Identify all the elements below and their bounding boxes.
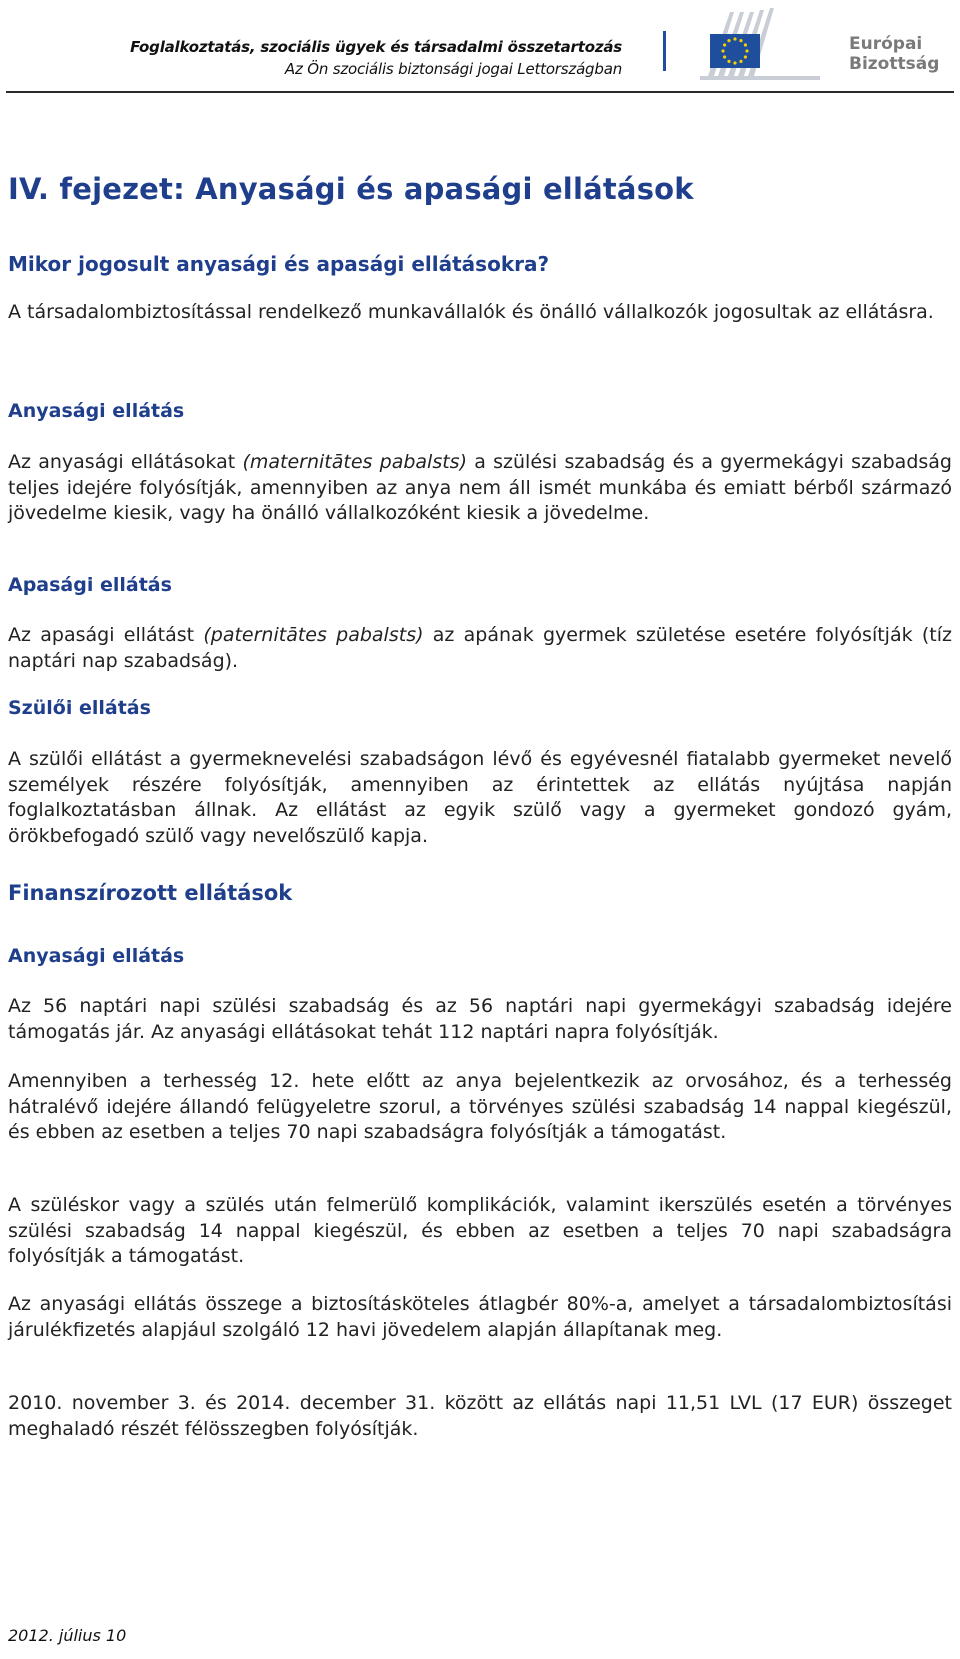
- maternity-term: (maternitātes pabalsts): [242, 451, 467, 473]
- intro-paragraph: A társadalombiztosítással rendelkező munkavállalók és önálló vállalkozók jogosultak az ellátásra.: [8, 301, 934, 323]
- header-subtitle: Az Ön szociális biztonsági jogai Lettországban: [284, 60, 622, 78]
- paternity-paragraph: [8, 623, 952, 674]
- financed-paragraph-2: Amennyiben a terhesség 12. hete előtt az anya bejelentkezik az orvosához, és a terhesség hátralévő idejére állandó felügyeletre szorul, a törvényes szülési szabadság 14 nappal kiegészül, és ebben az esetben a teljes 70 napi szabadságra folyósítják a támogatást.: [8, 1070, 952, 1143]
- header-separator: [663, 31, 666, 71]
- logo-line2: Bizottság: [849, 54, 940, 74]
- eu-commission-logo: [700, 6, 820, 82]
- logo-wordmark: [849, 34, 939, 74]
- question-title: Mikor jogosult anyasági és apasági ellátásokra?: [8, 252, 550, 276]
- parental-paragraph: A szülői ellátást a gyermeknevelési szabadságon lévő és egyévesnél fiatalabb gyermeket nevelő személyek részére folyósítják, amennyiben az érintettek az ellátás nyújtása napján foglalkoztatásban állnak. Az ellátást az egyik szülő vagy a gyermeket gondozó gyám, örökbefogadó szülő vagy nevelőszülő kapja.: [8, 748, 952, 847]
- page-header: [0, 0, 960, 94]
- header-dg-name: Foglalkoztatás, szociális ügyek és társadalmi összetartozás: [130, 38, 622, 56]
- financed-title: Finanszírozott ellátások: [8, 881, 293, 905]
- parental-title: Szülői ellátás: [8, 697, 151, 719]
- logo-line1: Európai: [849, 34, 923, 54]
- financed-maternity-title: Anyasági ellátás: [8, 945, 185, 967]
- paternity-term: (paternitātes pabalsts): [203, 624, 424, 646]
- header-rule: [6, 91, 954, 93]
- maternity-title: Anyasági ellátás: [8, 400, 185, 422]
- financed-paragraph-5: 2010. november 3. és 2014. december 31. között az ellátás napi 11,51 LVL (17 EUR) összeget meghaladó részét félösszegben folyósítják.: [8, 1392, 952, 1440]
- financed-paragraph-3: A szüléskor vagy a szülés után felmerülő komplikációk, valamint ikerszülés esetén a törvényes szülési szabadság 14 nappal kiegészül, és ebben az esetben a teljes 70 napi szabadságra folyósítják a támogatást.: [8, 1194, 952, 1267]
- maternity-text-b: a szülési szabadság és a gyermekágyi szabadság teljes idejére folyósítják, amennyiben az anya nem áll ismét munkába és emiatt bérből származó jövedelme kiesik, vagy ha önálló vállalkozóként kiesik a jövedelme.: [8, 451, 952, 524]
- footer-date: 2012. július 10: [8, 1626, 127, 1645]
- financed-paragraph-1: Az 56 naptári napi szülési szabadság és az 56 naptári napi gyermekágyi szabadság idejére támogatás jár. Az anyasági ellátásokat tehát 112 naptári napra folyósítják.: [8, 995, 952, 1043]
- financed-paragraph-4: Az anyasági ellátás összege a biztosításköteles átlagbér 80%-a, amelyet a társadalombiztosítási járulékfizetés alapjául szolgáló 12 havi jövedelem alapján állapítanak meg.: [8, 1293, 952, 1341]
- maternity-paragraph: [8, 450, 952, 527]
- paternity-title: Apasági ellátás: [8, 574, 172, 596]
- maternity-text-a: Az anyasági ellátásokat: [8, 451, 243, 473]
- chapter-title: IV. fejezet: Anyasági és apasági ellátások: [8, 172, 694, 206]
- header-text: [130, 36, 622, 80]
- paternity-text-b: az apának gyermek születése esetére folyósítják (tíz naptári nap szabadság).: [8, 624, 952, 672]
- paternity-text-a: Az apasági ellátást: [8, 624, 204, 646]
